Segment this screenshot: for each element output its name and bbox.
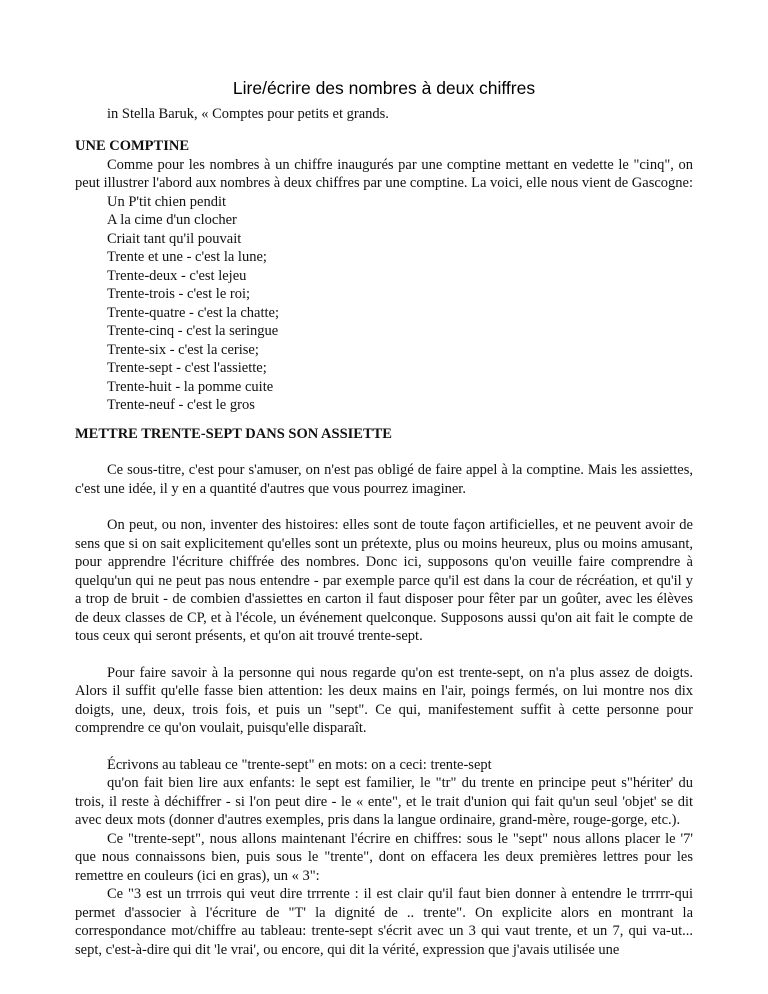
poem-line: A la cime d'un clocher [107,212,237,228]
poem-line: Trente-six - c'est la cerise; [107,341,259,358]
poem [107,193,693,415]
poem-line: Trente-sept - c'est l'assiette; [107,360,267,376]
paragraph: Ce "3 est un trrrois qui veut dire trrrente : il est clair qu'il faut bien donner à entendre le trrrrr-qui permet d'associer à l'écriture de "T' la dignité de .. trente". On explicite alors en montrant la correspondance mot/chiffre au tableau: trente-sept s'écrit avec un 3 qui vaut trente, et un 7, qui va-ut... sept, c'est-à-dire qui dit 'le vrai', ou encore, qui dit la vérité, expression que j'avais utilisée une [75,886,693,958]
poem-line: Criait tant qu'il pouvait [107,230,242,247]
poem-line: Trente-cinq - c'est la seringue [107,323,279,339]
poem-line: Trente-trois - c'est le roi; [107,286,251,302]
section-heading: METTRE TRENTE-SEPT DANS SON ASSIETTE [75,425,392,442]
document-body [75,137,693,959]
paragraph: Ce sous-titre, c'est pour s'amuser, on n'est pas obligé de faire appel à la comptine. Mais les assiettes, c'est une idée, il y en a quantité d'autres que vous pourrez imaginer. [75,462,693,497]
paragraph: On peut, ou non, inventer des histoires: elles sont de toute façon artificielles, et ne peuvent avoir de sens que si on sait explicitement qu'elles sont un prétexte, plus ou moins heureux, plus ou moins amusant, pour apprendre l'écriture chiffrée des nombres. Donc ici, supposons qu'on veuille faire comprendre à quelqu'un qui ne peut pas nous entendre - par exemple parce qu'il est dans la cour de récréation, et qu'il y a trop de bruit - de combien d'assiettes en carton il faut disposer pour fêter par un goûter, avec les élèves de deux classes de CP, et à l'école, un événement quelconque. Supposons aussi qu'on ait fait le compte de tous ceux qui seront présents, et qu'on ait trouvé trente-sept. [75,517,693,644]
paragraph: Ce "trente-sept", nous allons maintenant l'écrire en chiffres: sous le "sept" nous allons placer le '7' que nous connaissons bien, puis sous le "trente", dont on effacera les deux premières lettres pour les remettre en couleurs (ici en gras), un « 3": [75,830,693,884]
poem-line: Trente et une - c'est la lune; [107,249,267,265]
paragraph: Écrivons au tableau ce "trente-sept" en mots: on a ceci: trente-sept [107,756,492,773]
paragraph: qu'on fait bien lire aux enfants: le sept est familier, le "tr" du trente en principe peut s"hériter' du trois, il reste à déchiffrer - si l'on peut dire - le « ente", et le trait d'union qui fait qu'un seul 'objet' se dit avec deux mots (donner d'autres exemples, pris dans la langue ordinaire, grand-mère, rouge-gorge, etc.). [75,775,693,828]
poem-line: Trente-deux - c'est lejeu [107,267,247,284]
poem-line: Trente-huit - la pomme cuite [107,378,274,395]
byline: in Stella Baruk, « Comptes pour petits et grands. [107,106,389,122]
document-title: Lire/écrire des nombres à deux chiffres [232,78,536,98]
poem-line: Trente-quatre - c'est la chatte; [107,304,279,321]
section-heading: UNE COMPTINE [75,138,189,154]
paragraph: Pour faire savoir à la personne qui nous regarde qu'on est trente-sept, on n'a plus assez de doigts. Alors il suffit qu'elle fasse bien attention: les deux mains en l'air, poings fermés, on lui montre nos dix doigts, une, deux, trois fois, et puis un "sept". Ce qui, manifestement suffit à cette personne pour comprendre ce qu'on voulait, puisqu'elle disparaît. [75,664,693,736]
poem-line: Trente-neuf - c'est le gros [107,397,255,413]
poem-line: Un P'tit chien pendit [107,193,227,210]
paragraph: Comme pour les nombres à un chiffre inaugurés par une comptine mettant en vedette le "cinq", on peut illustrer l'abord aux nombres à deux chiffres par une comptine. La voici, elle nous vient de Gascogne: [75,156,693,191]
